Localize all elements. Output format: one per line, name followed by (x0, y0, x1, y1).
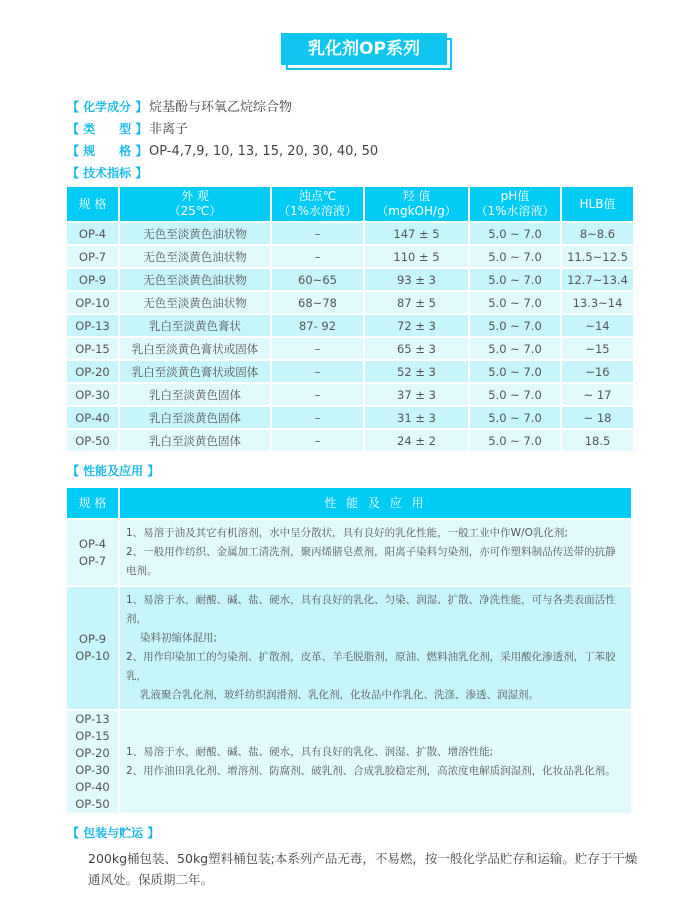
header-line: 规 格 (78, 196, 107, 211)
spec-cell (67, 711, 118, 813)
table-row (67, 384, 633, 405)
pack-text: 200kg桶包装、50kg塑料桶包装;本系列产品无毒，不易燃，按一般化学品贮存和运输。贮存于干燥通风处。保质期二年。 (88, 851, 638, 887)
perf-header-desc: 性 能 及 应 用 (120, 488, 631, 518)
table-cell: OP-30 (67, 384, 118, 405)
table-row (67, 246, 633, 267)
table-cell: 乳白至淡黄色膏状或固体 (120, 338, 270, 359)
perf-table (65, 486, 633, 815)
table-row (67, 587, 631, 709)
spec-cell (67, 520, 118, 585)
table-cell: OP-13 (67, 315, 118, 336)
table-cell: OP-9 (67, 269, 118, 290)
spec-cell (67, 587, 118, 709)
table-row (67, 520, 631, 585)
table-cell: 5.0 ~ 7.0 (470, 246, 560, 267)
header-line: pH值 (500, 189, 530, 203)
info-tech (67, 163, 635, 184)
table-row (67, 292, 633, 313)
spec-name: OP-50 (75, 797, 110, 811)
table-cell: – (272, 361, 363, 382)
section-label: 【 包装与贮运 】 (67, 826, 160, 840)
desc-line: 乳液聚合乳化剂，玻纤纺织润滑剂、乳化剂，化妆品中作乳化、洗涤、渗透、润湿剂。 (140, 689, 539, 701)
table-cell: 52 ± 3 (365, 361, 468, 382)
table-cell: 乳白至淡黄色固体 (120, 407, 270, 428)
table-cell: ~ 18 (562, 407, 633, 428)
table-cell: 37 ± 3 (365, 384, 468, 405)
desc-line: 2、用作油田乳化剂、增溶剂、防腐剂、破乳剂、合成乳胶稳定剂，高浓度电解质润湿剂，化妆品乳化剂。 (126, 765, 616, 777)
spec-table-header (67, 187, 633, 221)
table-cell: 60~65 (272, 269, 363, 290)
table-cell: 93 ± 3 (365, 269, 468, 290)
table-cell: 87 ± 5 (365, 292, 468, 313)
table-row (67, 315, 633, 336)
header-line: 浊点℃ (298, 189, 337, 203)
table-cell: ~14 (562, 315, 633, 336)
header-line: （1%水溶液） (475, 204, 555, 218)
table-cell: 68~78 (272, 292, 363, 313)
table-cell: 31 ± 3 (365, 407, 468, 428)
section-label: 【 性能及应用 】 (67, 464, 160, 478)
table-cell: OP-4 (67, 223, 118, 244)
table-cell: 无色至淡黄色油状物 (120, 292, 270, 313)
table-row (67, 269, 633, 290)
table-cell: ~16 (562, 361, 633, 382)
info-label: 【 类 型 】 (67, 122, 148, 136)
header-line: （25℃） (168, 204, 222, 218)
table-cell: 18.5 (562, 430, 633, 451)
table-row (67, 711, 631, 813)
table-cell: 5.0 ~ 7.0 (470, 292, 560, 313)
perf-label (67, 461, 635, 482)
desc-line: 1、易溶于油及其它有机溶剂，水中呈分散状，具有良好的乳化性能，一般工业中作W/O乳化剂; (126, 527, 568, 539)
spec-name: OP-15 (75, 729, 110, 743)
table-cell: – (272, 246, 363, 267)
table-cell: OP-40 (67, 407, 118, 428)
desc-cell (120, 520, 631, 585)
table-cell: 5.0 ~ 7.0 (470, 223, 560, 244)
pack-label (67, 823, 635, 844)
info-value: OP-4,7,9, 10, 13, 15, 20, 30, 40, 50 (149, 144, 379, 159)
table-cell: 72 ± 3 (365, 315, 468, 336)
table-cell: 24 ± 2 (365, 430, 468, 451)
table-row (67, 407, 633, 428)
spec-table (65, 185, 635, 453)
table-cell: 乳白至淡黄色固体 (120, 384, 270, 405)
table-cell: ~ 17 (562, 384, 633, 405)
table-cell: OP-10 (67, 292, 118, 313)
desc-line: 1、易溶于水，耐酸、碱、盐、硬水，具有良好的乳化、匀染、润湿、扩散、净洗性能，可与各类表面活性剂， (126, 594, 616, 625)
info-value: 烷基酚与环氧乙烷综合物 (149, 100, 293, 115)
table-cell: OP-20 (67, 361, 118, 382)
table-cell: – (272, 338, 363, 359)
spec-header-cell (470, 187, 560, 221)
info-composition (67, 97, 635, 118)
table-cell: 11.5~12.5 (562, 246, 633, 267)
info-specs (67, 141, 635, 162)
table-cell: 乳白至淡黄色膏状 (120, 315, 270, 336)
spec-header-cell (120, 187, 270, 221)
table-cell: – (272, 407, 363, 428)
info-value: 非离子 (149, 122, 189, 137)
table-cell: 5.0 ~ 7.0 (470, 430, 560, 451)
table-row (67, 430, 633, 451)
desc-line: 2、一般用作纺织、金属加工清洗剂，聚丙烯腈皂煮剂，阳离子染料匀染剂，亦可作塑料制品传送带的抗静电剂。 (126, 546, 616, 577)
table-cell: OP-15 (67, 338, 118, 359)
table-row (67, 361, 633, 382)
spec-header-cell (562, 187, 633, 221)
info-label: 【 技术指标 】 (67, 166, 148, 180)
desc-line: 染料初缩体混用; (140, 632, 218, 644)
table-cell: 5.0 ~ 7.0 (470, 269, 560, 290)
table-cell: 无色至淡黄色油状物 (120, 269, 270, 290)
table-cell: ~15 (562, 338, 633, 359)
desc-cell (120, 711, 631, 813)
table-cell: 110 ± 5 (365, 246, 468, 267)
table-cell: 乳白至淡黄色膏状或固体 (120, 361, 270, 382)
spec-header-cell (67, 187, 118, 221)
spec-name: OP-9 (78, 632, 107, 646)
table-cell: 无色至淡黄色油状物 (120, 223, 270, 244)
header-line: （mgkOH/g） (376, 204, 457, 218)
spec-name: OP-10 (75, 649, 110, 663)
table-cell: – (272, 384, 363, 405)
table-cell: – (272, 223, 363, 244)
spec-header-cell (365, 187, 468, 221)
table-cell: 5.0 ~ 7.0 (470, 384, 560, 405)
table-row (67, 223, 633, 244)
table-cell: 乳白至淡黄色固体 (120, 430, 270, 451)
spec-name: OP-4 (78, 536, 107, 551)
page-title: 乳化剂OP系列 (281, 33, 447, 65)
spec-name: OP-7 (78, 553, 107, 568)
table-cell: 无色至淡黄色油状物 (120, 246, 270, 267)
desc-cell (120, 587, 631, 709)
header-line: 外 观 (181, 189, 209, 203)
table-cell: 87- 92 (272, 315, 363, 336)
spec-name: OP-20 (75, 746, 110, 760)
desc-line: 1、易溶于水，耐酸、碱、盐、硬水，具有良好的乳化、润湿、扩散、增溶性能; (126, 746, 494, 758)
table-cell: OP-7 (67, 246, 118, 267)
header-line: 羟 值 (402, 189, 431, 203)
perf-header-spec: 规 格 (67, 488, 118, 518)
table-cell: 12.7~13.4 (562, 269, 633, 290)
spec-name: OP-40 (75, 780, 110, 794)
table-cell: – (272, 430, 363, 451)
header-line: HLB值 (579, 196, 616, 211)
table-cell: 13.3~14 (562, 292, 633, 313)
spec-header-cell (272, 187, 363, 221)
table-cell: 5.0 ~ 7.0 (470, 361, 560, 382)
info-label: 【 化学成分 】 (67, 100, 148, 114)
table-cell: 5.0 ~ 7.0 (470, 315, 560, 336)
table-cell: OP-50 (67, 430, 118, 451)
spec-name: OP-13 (75, 712, 110, 726)
table-cell: 5.0 ~ 7.0 (470, 407, 560, 428)
table-cell: 5.0 ~ 7.0 (470, 338, 560, 359)
spec-name: OP-30 (75, 763, 110, 777)
info-type (67, 119, 635, 140)
desc-line: 2、用作印染加工的匀染剂、扩散剂，皮革、羊毛脱脂剂，原油、燃料油乳化剂，采用酸化渗透剂，丁苯胶乳， (126, 651, 616, 682)
table-row (67, 338, 633, 359)
table-cell: 65 ± 3 (365, 338, 468, 359)
table-cell: 8~8.6 (562, 223, 633, 244)
info-label: 【 规 格 】 (67, 144, 148, 158)
header-line: （1%水溶液） (277, 204, 358, 218)
table-cell: 147 ± 5 (365, 223, 468, 244)
